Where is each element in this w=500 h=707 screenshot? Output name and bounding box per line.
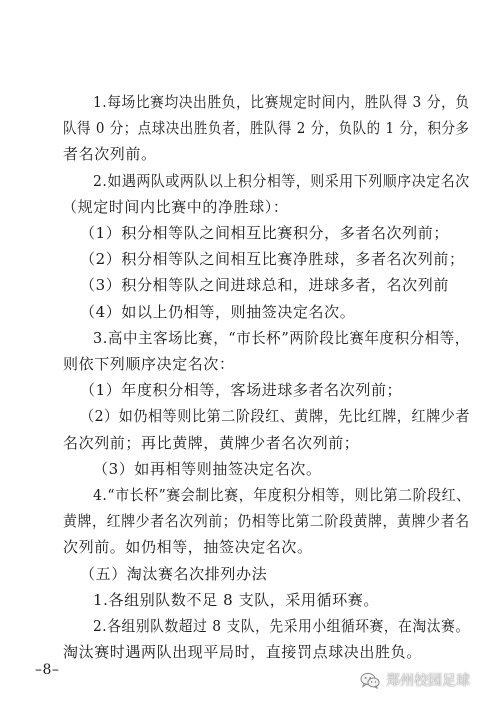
page-number: –8– <box>35 662 60 678</box>
text-line: （1）积分相等队之间相互比赛积分，多者名次列前； <box>80 224 449 242</box>
section-heading: （五）淘汰赛名次排列办法 <box>80 565 268 583</box>
text-line: （4）如以上仍相等，则抽签决定名次。 <box>80 303 356 321</box>
text-line: 队得 0 分；点球决出胜负者，胜队得 2 分，负队的 1 分，积分多 <box>63 119 470 137</box>
text-line: 1.各组别队数不足 8 支队，采用循环赛。 <box>93 591 379 609</box>
text-line: （3）积分相等队之间进球总和，进球多者，名次列前 <box>80 276 449 294</box>
text-line: （2）如仍相等则比第二阶段红、黄牌，先比红牌，红牌少者 <box>80 407 470 425</box>
text-line: 3.高中主客场比赛，“市长杯”两阶段比赛年度积分相等， <box>93 329 470 347</box>
wechat-icon <box>360 672 380 689</box>
text-line: 则依下列顺序决定名次： <box>63 355 235 373</box>
text-line: 次列前。如仍相等，抽签决定名次。 <box>63 538 313 556</box>
text-line: 1.每场比赛均决出胜负，比赛规定时间内，胜队得 3 分，负 <box>93 93 470 111</box>
text-line: （2）积分相等队之间相互比赛净胜球，多者名次列前； <box>80 250 465 268</box>
watermark <box>360 670 470 690</box>
text-line: （3）如再相等则抽签决定名次。 <box>93 460 322 478</box>
watermark-text: 郑州校园足球 <box>386 673 470 689</box>
text-line: （1）年度积分相等，客场进球多者名次列前； <box>80 381 403 399</box>
text-line: 4.“市长杯”赛会制比赛，年度积分相等，则比第二阶段红、 <box>93 486 471 504</box>
text-line: 淘汰赛时遇两队出现平局时，直接罚点球决出胜负。 <box>63 643 422 661</box>
text-line: （规定时间内比赛中的净胜球）： <box>62 198 289 216</box>
text-line: 黄牌，红牌少者名次列前；仍相等比第二阶段黄牌，黄牌少者名 <box>63 512 470 530</box>
text-line: 2.如遇两队或两队以上积分相等，则采用下列顺序决定名次 <box>93 172 470 190</box>
text-line: 者名次列前。 <box>63 145 157 163</box>
text-line: 2.各组别队数超过 8 支队，先采用小组循环赛，在淘汰赛。 <box>93 617 470 635</box>
text-line: 名次列前；再比黄牌，黄牌少者名次列前； <box>63 434 360 452</box>
